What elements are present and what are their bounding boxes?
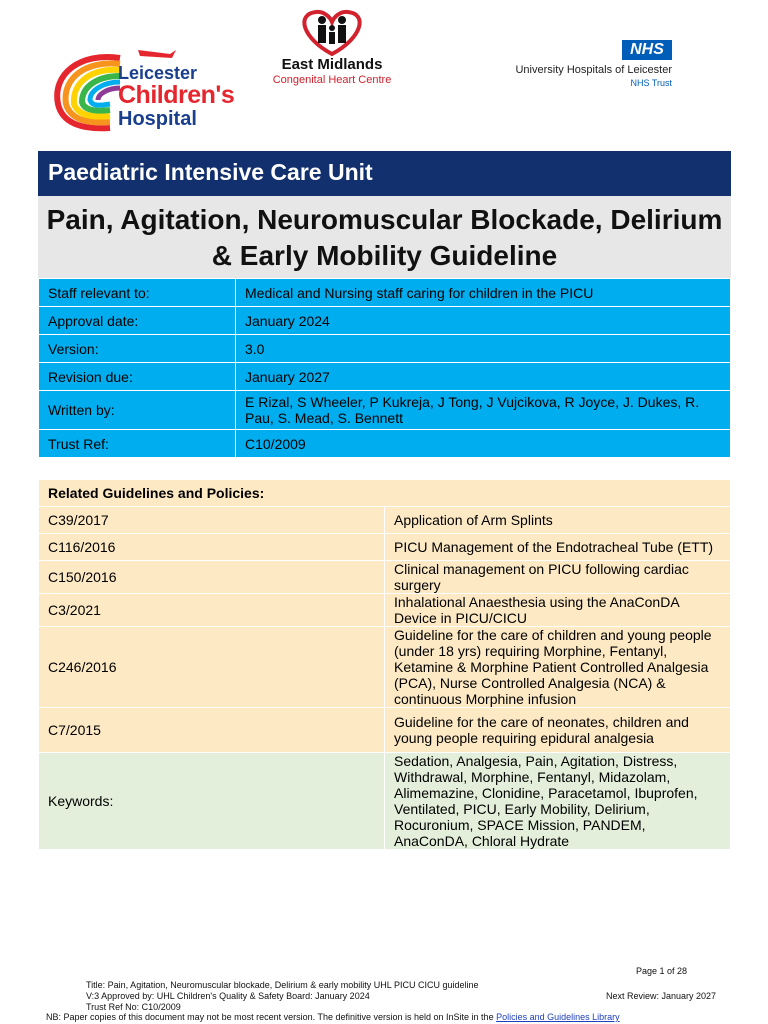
em-title: East Midlands — [281, 56, 383, 73]
meta-value: January 2024 — [236, 307, 731, 335]
footer-note-text: NB: Paper copies of this document may not be most recent version. The definitive version is held on InSite in the — [46, 1012, 497, 1022]
keywords-label: Keywords: — [39, 753, 385, 850]
document-title — [38, 196, 731, 278]
guideline-code: C7/2015 — [39, 708, 385, 753]
meta-label: Staff relevant to: — [39, 279, 236, 307]
meta-label: Version: — [39, 335, 236, 363]
meta-row — [39, 363, 731, 391]
meta-row — [39, 335, 731, 363]
table-row — [39, 708, 731, 753]
meta-value: Medical and Nursing staff caring for children in the PICU — [236, 279, 731, 307]
meta-label: Written by: — [39, 391, 236, 430]
unit-bar — [38, 151, 731, 196]
footer-title: Title: Pain, Agitation, Neuromuscular blockade, Delirium & early mobility UHL PICU CICU guideline — [86, 980, 479, 990]
footer-approval: V:3 Approved by: UHL Children's Quality & Safety Board: January 2024 — [86, 991, 370, 1001]
guideline-code: C3/2021 — [39, 594, 385, 627]
meta-row — [39, 279, 731, 307]
meta-label: Revision due: — [39, 363, 236, 391]
lch-line3: Hospital — [118, 108, 197, 130]
keywords-row — [39, 753, 731, 850]
related-guidelines-table — [38, 479, 731, 850]
leicester-childrens-hospital-logo — [50, 44, 250, 136]
em-subtitle: Congenital Heart Centre — [272, 74, 392, 86]
meta-value: 3.0 — [236, 335, 731, 363]
nhs-organisation: University Hospitals of Leicester — [515, 64, 672, 76]
title-line2: & Early Mobility Guideline — [211, 240, 558, 271]
table-row — [39, 561, 731, 594]
table-row — [39, 507, 731, 534]
meta-value: E Rizal, S Wheeler, P Kukreja, J Tong, J Vujcikova, R Joyce, J. Dukes, R. Pau, S. Mead, S. Bennett — [236, 391, 731, 430]
footer-next-review: Next Review: January 2027 — [606, 991, 717, 1001]
title-line1: Pain, Agitation, Neuromuscular Blockade, Delirium — [46, 204, 723, 235]
nhs-badge: NHS — [622, 40, 672, 60]
lch-line1: Leicester — [118, 63, 198, 83]
heart-family-icon — [262, 8, 402, 58]
related-heading: Related Guidelines and Policies: — [39, 480, 731, 507]
meta-value: C10/2009 — [236, 430, 731, 458]
meta-row — [39, 430, 731, 458]
nhs-logo — [482, 40, 672, 90]
guideline-code: C246/2016 — [39, 627, 385, 708]
east-midlands-logo — [262, 8, 402, 92]
meta-row — [39, 391, 731, 430]
meta-label: Approval date: — [39, 307, 236, 335]
footer-trust-ref: Trust Ref No: C10/2009 — [86, 1002, 181, 1012]
lch-line2: Children's — [118, 81, 235, 109]
related-heading-row — [39, 480, 731, 507]
meta-row — [39, 307, 731, 335]
table-row — [39, 534, 731, 561]
meta-value: January 2027 — [236, 363, 731, 391]
guideline-title: PICU Management of the Endotracheal Tube (ETT) — [385, 534, 731, 561]
guideline-code: C116/2016 — [39, 534, 385, 561]
document-metadata-table — [38, 278, 731, 458]
guideline-code: C150/2016 — [39, 561, 385, 594]
guideline-title: Inhalational Anaesthesia using the AnaConDA Device in PICU/CICU — [385, 594, 731, 627]
meta-label: Trust Ref: — [39, 430, 236, 458]
guideline-title: Clinical management on PICU following cardiac surgery — [385, 561, 731, 594]
guideline-title: Guideline for the care of neonates, children and young people requiring epidural analgesia — [385, 708, 731, 753]
guideline-title: Application of Arm Splints — [385, 507, 731, 534]
table-row — [39, 627, 731, 708]
table-row — [39, 594, 731, 627]
guideline-code: C39/2017 — [39, 507, 385, 534]
unit-name: Paediatric Intensive Care Unit — [48, 159, 373, 185]
footer-note — [46, 1012, 620, 1022]
page-number: Page 1 of 28 — [636, 966, 688, 976]
policies-library-link[interactable]: Policies and Guidelines Library — [496, 1012, 620, 1022]
nhs-trust-label: NHS Trust — [630, 78, 672, 88]
guideline-title: Guideline for the care of children and young people (under 18 yrs) requiring Morphine, Fentanyl, Ketamine & Morphine Patient Controlled Analgesia (PCA), Nurse Controlled Analgesia (NCA) & continuous Morphine infusion — [385, 627, 731, 708]
keywords-list: Sedation, Analgesia, Pain, Agitation, Distress, Withdrawal, Morphine, Fentanyl, Midazolam, Alimemazine, Clonidine, Paracetamol, Ibuprofen, Ventilated, PICU, Early Mobility, Delirium, Rocuronium, SPACE Mission, PANDEM, AnaConDA, Chloral Hydrate — [385, 753, 731, 850]
